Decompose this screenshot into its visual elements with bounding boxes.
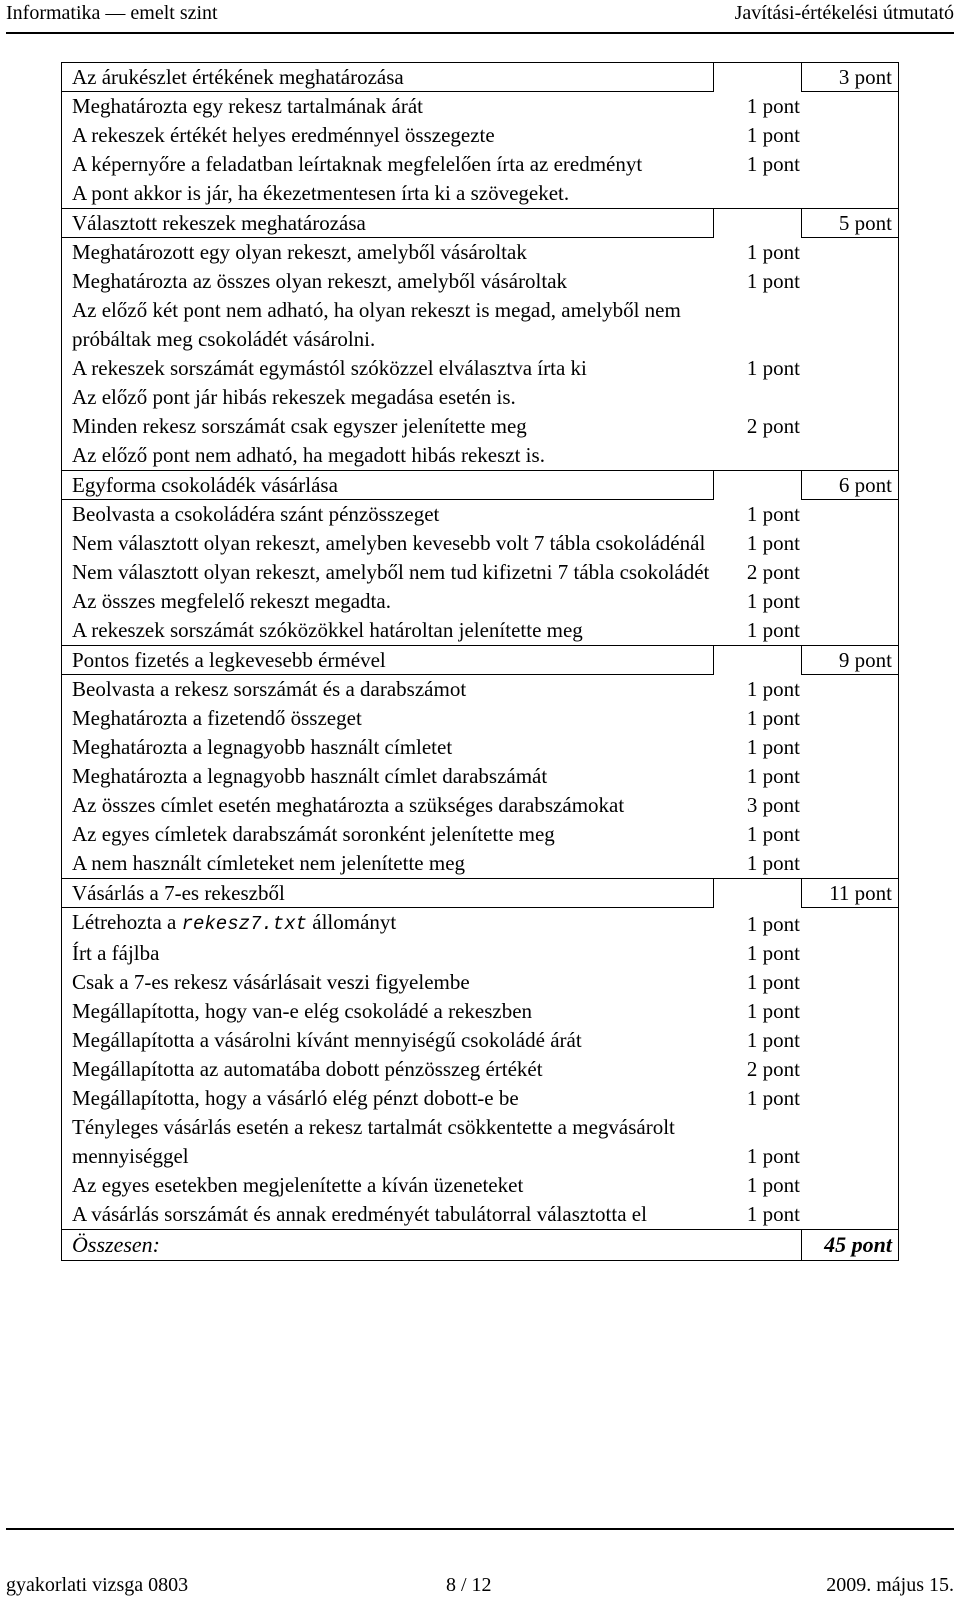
section-header <box>62 471 898 500</box>
criterion-row <box>62 1171 898 1200</box>
criterion-points: 1 pont <box>746 589 800 613</box>
criterion-text: Az egyes címletek darabszámát soronként jelenítette meg <box>72 822 555 846</box>
scoring-section <box>62 63 898 208</box>
criterion-points: 3 pont <box>746 793 800 817</box>
footer-page-number: 8 / 12 <box>446 1574 492 1596</box>
summary-total: 45 pont <box>801 1230 898 1260</box>
criterion-text: Beolvasta a csokoládéra szánt pénzösszeget <box>72 502 440 526</box>
criterion-points: 1 pont <box>746 152 800 176</box>
criterion-text: A képernyőre a feladatban leírtaknak megfelelően írta az eredményt <box>72 152 643 176</box>
criterion-points: 1 pont <box>746 999 800 1023</box>
criterion-text: A rekeszek értékét helyes eredménnyel összegezte <box>72 123 495 147</box>
section-header <box>62 209 898 238</box>
criterion-points: 1 pont <box>746 1202 800 1226</box>
criterion-points: 1 pont <box>746 1086 800 1110</box>
criterion-points: 1 pont <box>746 941 800 965</box>
criterion-points: 1 pont <box>746 240 800 264</box>
criterion-text: Írt a fájlba <box>72 941 160 965</box>
criterion-text: A rekeszek sorszámát szóközökkel határoltan jelenítette meg <box>72 618 583 642</box>
criterion-text: Megállapította a vásárolni kívánt mennyiségű csokoládé árát <box>72 1028 582 1052</box>
scoring-section <box>62 470 898 645</box>
criterion-text: Az összes címlet esetén meghatározta a szükséges darabszámokat <box>72 793 625 817</box>
scoring-table <box>61 62 899 1261</box>
section-title: Az árukészlet értékének meghatározása <box>72 65 404 89</box>
criterion-row <box>62 238 898 267</box>
criterion-points: 2 pont <box>746 414 800 438</box>
criterion-row <box>62 733 898 762</box>
criterion-text: Megállapította, hogy van-e elég csokoládé a rekeszben <box>72 999 533 1023</box>
criterion-text: A nem használt címleteket nem jelenítette meg <box>72 851 466 875</box>
criterion-points: 1 pont <box>746 1028 800 1052</box>
criterion-row <box>62 529 898 558</box>
criterion-points: 1 pont <box>746 269 800 293</box>
criterion-row <box>62 820 898 849</box>
criterion-text: Az egyes esetekben megjelenítette a kíván üzeneteket <box>72 1173 524 1197</box>
criterion-points: 1 pont <box>746 735 800 759</box>
criterion-points: 1 pont <box>746 764 800 788</box>
criterion-points: 1 pont <box>746 677 800 701</box>
criterion-row <box>62 150 898 179</box>
criterion-text: Megállapította az automatába dobott pénzösszeg értékét <box>72 1057 543 1081</box>
criterion-row <box>62 762 898 791</box>
criterion-row <box>62 92 898 121</box>
section-title: Vásárlás a 7-es rekeszből <box>72 881 285 905</box>
criterion-points: 1 pont <box>746 970 800 994</box>
scoring-section <box>62 878 898 1229</box>
section-header <box>62 63 898 92</box>
criterion-text: Megállapította, hogy a vásárló elég pénzt dobott-e be <box>72 1086 519 1110</box>
criterion-note: A pont akkor is jár, ha ékezetmentesen írta ki a szövegeket. <box>72 181 570 205</box>
criterion-points: 2 pont <box>746 1057 800 1081</box>
criterion-text: Meghatározta egy rekesz tartalmának árát <box>72 94 423 118</box>
criterion-row <box>62 997 898 1026</box>
criterion-text: Meghatározta a fizetendő összeget <box>72 706 362 730</box>
criterion-text: A rekeszek sorszámát egymástól szóközzel elválasztva írta ki <box>72 356 587 380</box>
criterion-row <box>62 383 898 412</box>
criterion-text: Csak a 7-es rekesz vásárlásait veszi figyelembe <box>72 970 470 994</box>
summary-label: Összesen: <box>72 1232 160 1257</box>
criterion-row <box>62 908 898 939</box>
criterion-points: 2 pont <box>746 560 800 584</box>
criterion-text: Meghatározott egy olyan rekeszt, amelyből vásároltak <box>72 240 527 264</box>
section-total: 9 pont <box>801 646 898 675</box>
criterion-points: 1 pont <box>746 531 800 555</box>
criterion-row <box>62 968 898 997</box>
criterion-points: 1 pont <box>746 1173 800 1197</box>
criterion-text: Meghatározta a legnagyobb használt címletet <box>72 735 453 759</box>
section-total: 6 pont <box>801 471 898 500</box>
section-total: 11 pont <box>801 879 898 908</box>
section-title: Választott rekeszek meghatározása <box>72 211 366 235</box>
section-title: Egyforma csokoládék vásárlása <box>72 473 338 497</box>
footer-exam-id: gyakorlati vizsga 0803 <box>6 1574 189 1596</box>
criterion-row <box>62 412 898 441</box>
criterion-text-post: állományt <box>307 910 397 934</box>
criterion-points: 1 pont <box>746 94 800 118</box>
criterion-row <box>62 1084 898 1113</box>
scoring-section <box>62 208 898 470</box>
criterion-row <box>62 441 898 470</box>
criterion-row <box>62 616 898 645</box>
criterion-points: 1 pont <box>746 706 800 730</box>
criterion-points: 1 pont <box>746 912 800 936</box>
filename-code: rekesz7.txt <box>181 913 308 935</box>
criterion-text: Meghatározta a legnagyobb használt címlet darabszámát <box>72 764 548 788</box>
criterion-row <box>62 267 898 296</box>
criterion-text: Meghatározta az összes olyan rekeszt, amelyből vásároltak <box>72 269 568 293</box>
criterion-text: Az előző pont jár hibás rekeszek megadása esetén is. <box>72 385 516 409</box>
criterion-row <box>62 1113 898 1171</box>
section-title: Pontos fizetés a legkevesebb érmével <box>72 648 386 672</box>
page-header <box>6 0 954 34</box>
criterion-text: Nem választott olyan rekeszt, amelyben kevesebb volt 7 tábla csokoládénál <box>72 531 706 555</box>
criterion-row <box>62 354 898 383</box>
criterion-text <box>72 908 712 939</box>
criterion-points: 1 pont <box>746 502 800 526</box>
criterion-text: Nem választott olyan rekeszt, amelyből nem tud kifizetni 7 tábla csokoládét <box>72 560 710 584</box>
criterion-row <box>62 675 898 704</box>
criterion-row <box>62 121 898 150</box>
criterion-points: 1 pont <box>746 123 800 147</box>
criterion-text: Az előző két pont nem adható, ha olyan rekeszt is megad, amelyből nem próbáltak meg csokoládét vásárolni. <box>72 298 681 351</box>
criterion-text-pre: Létrehozta a <box>72 910 182 934</box>
section-header <box>62 646 898 675</box>
criterion-row <box>62 791 898 820</box>
criterion-text: Az összes megfelelő rekeszt megadta. <box>72 589 391 613</box>
criterion-row <box>62 296 898 354</box>
header-doc-title: Javítási-értékelési útmutató <box>734 2 954 24</box>
criterion-row <box>62 1200 898 1229</box>
criterion-row <box>62 939 898 968</box>
criterion-text: A vásárlás sorszámát és annak eredményét tabulátorral választotta el <box>72 1202 647 1226</box>
criterion-points: 1 pont <box>746 822 800 846</box>
criterion-row <box>62 587 898 616</box>
page-footer <box>6 1528 954 1599</box>
criterion-row <box>62 849 898 878</box>
header-subject: Informatika — emelt szint <box>6 2 218 24</box>
criterion-text: Az előző pont nem adható, ha megadott hibás rekeszt is. <box>72 443 545 467</box>
criterion-row <box>62 704 898 733</box>
criterion-row <box>62 558 898 587</box>
criterion-points: 1 pont <box>746 1144 800 1168</box>
section-total: 3 pont <box>801 63 898 92</box>
criterion-text: Minden rekesz sorszámát csak egyszer jelenítette meg <box>72 414 527 438</box>
section-header <box>62 879 898 908</box>
criterion-points: 1 pont <box>746 618 800 642</box>
criterion-points: 1 pont <box>746 356 800 380</box>
criterion-row <box>62 500 898 529</box>
footer-date: 2009. május 15. <box>826 1574 954 1596</box>
summary-row <box>62 1229 898 1260</box>
criterion-text: Beolvasta a rekesz sorszámát és a darabszámot <box>72 677 467 701</box>
criterion-text: Tényleges vásárlás esetén a rekesz tartalmát csökkentette a megvásárolt mennyiséggel <box>72 1115 675 1168</box>
section-total: 5 pont <box>801 209 898 238</box>
criterion-row <box>62 1026 898 1055</box>
scoring-section <box>62 645 898 878</box>
criterion-row <box>62 1055 898 1084</box>
criterion-points: 1 pont <box>746 851 800 875</box>
